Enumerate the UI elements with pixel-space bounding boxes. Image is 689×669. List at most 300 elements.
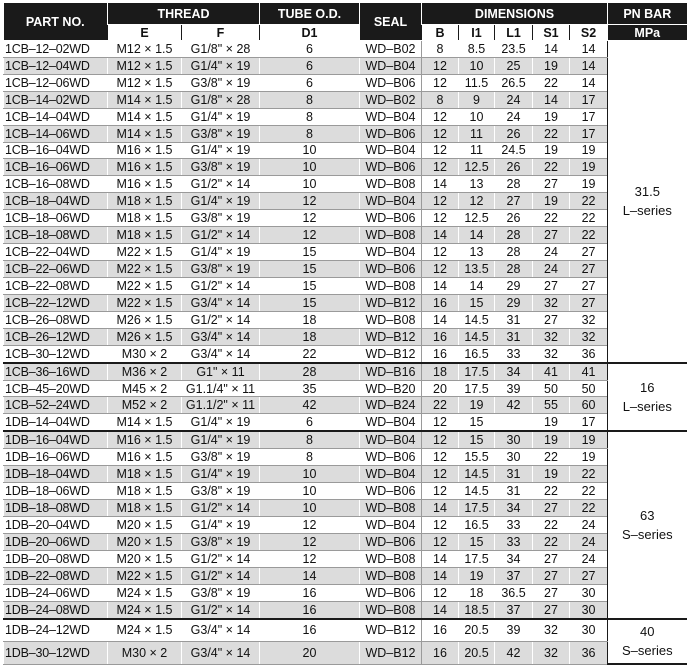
thread-f-cell: G1" × 11 [182, 363, 260, 380]
part-no-cell: 1DB–18–06WD [4, 483, 108, 500]
tube-od-d1-cell: 35 [260, 380, 360, 397]
header-part-no: PART NO. [4, 3, 108, 41]
dim-b-cell: 12 [422, 142, 459, 159]
thread-e-cell: M22 × 1.5 [108, 260, 182, 277]
seal-cell: WD–B04 [360, 108, 422, 125]
header-b: B [422, 25, 459, 41]
dim-i1-cell: 13.5 [459, 260, 495, 277]
thread-f-cell: G3/8" × 19 [182, 210, 260, 227]
table-row [4, 125, 687, 142]
tube-od-d1-cell: 16 [260, 601, 360, 618]
part-no-cell: 1CB–16–08WD [4, 176, 108, 193]
tube-od-d1-cell: 22 [260, 345, 360, 362]
part-no-cell: 1DB–16–06WD [4, 449, 108, 466]
dim-s2-cell: 30 [570, 619, 608, 642]
seal-cell: WD–B06 [360, 125, 422, 142]
tube-od-d1-cell: 10 [260, 466, 360, 483]
seal-cell: WD–B06 [360, 159, 422, 176]
tube-od-d1-cell: 6 [260, 41, 360, 58]
tube-od-d1-cell: 14 [260, 567, 360, 584]
thread-f-cell: G1/4" × 19 [182, 193, 260, 210]
dim-i1-cell: 11 [459, 142, 495, 159]
dim-s1-cell: 22 [533, 517, 570, 534]
thread-f-cell: G1/4" × 19 [182, 244, 260, 261]
seal-cell: WD–B04 [360, 57, 422, 74]
thread-e-cell: M26 × 1.5 [108, 328, 182, 345]
seal-cell: WD–B12 [360, 619, 422, 642]
table-row [4, 311, 687, 328]
part-no-cell: 1CB–16–06WD [4, 159, 108, 176]
header-s2: S2 [570, 25, 608, 41]
thread-f-cell: G1/4" × 19 [182, 57, 260, 74]
tube-od-d1-cell: 12 [260, 227, 360, 244]
table-row [4, 260, 687, 277]
thread-e-cell: M16 × 1.5 [108, 431, 182, 448]
series-label: S–series [621, 527, 673, 543]
tube-od-d1-cell: 8 [260, 91, 360, 108]
dim-b-cell: 12 [422, 108, 459, 125]
series-label: L–series [622, 398, 672, 414]
table-row [4, 244, 687, 261]
table-row [4, 449, 687, 466]
part-no-cell: 1DB–18–04WD [4, 466, 108, 483]
header-d1: D1 [260, 25, 360, 41]
tube-od-d1-cell: 15 [260, 294, 360, 311]
thread-f-cell: G3/8" × 19 [182, 74, 260, 91]
tube-od-d1-cell: 16 [260, 619, 360, 642]
dim-b-cell: 12 [422, 584, 459, 601]
seal-cell: WD–B06 [360, 483, 422, 500]
seal-cell: WD–B20 [360, 380, 422, 397]
dim-s1-cell: 27 [533, 567, 570, 584]
dim-s2-cell: 32 [570, 311, 608, 328]
thread-e-cell: M18 × 1.5 [108, 227, 182, 244]
seal-cell: WD–B12 [360, 642, 422, 664]
thread-e-cell: M20 × 1.5 [108, 533, 182, 550]
seal-cell: WD–B08 [360, 550, 422, 567]
dim-s1-cell: 27 [533, 227, 570, 244]
tube-od-d1-cell: 8 [260, 125, 360, 142]
dim-b-cell: 14 [422, 227, 459, 244]
part-no-cell: 1DB–24–08WD [4, 601, 108, 618]
thread-e-cell: M22 × 1.5 [108, 567, 182, 584]
dim-b-cell: 14 [422, 567, 459, 584]
thread-e-cell: M45 × 2 [108, 380, 182, 397]
seal-cell: WD–B12 [360, 345, 422, 362]
header-mpa: MPa [608, 25, 687, 41]
pressure-group-cell [608, 619, 687, 664]
dim-s2-cell: 14 [570, 41, 608, 58]
dim-i1-cell: 9 [459, 91, 495, 108]
dim-s2-cell: 17 [570, 414, 608, 431]
dim-s2-cell: 24 [570, 550, 608, 567]
dim-i1-cell: 11 [459, 125, 495, 142]
part-no-cell: 1DB–22–08WD [4, 567, 108, 584]
dim-s2-cell: 14 [570, 57, 608, 74]
dim-l1-cell: 31 [495, 466, 533, 483]
dim-b-cell: 12 [422, 466, 459, 483]
pressure-group-cell [608, 363, 687, 432]
tube-od-d1-cell: 28 [260, 363, 360, 380]
dim-b-cell: 12 [422, 533, 459, 550]
dim-l1-cell: 37 [495, 567, 533, 584]
thread-f-cell: G1/2" × 14 [182, 277, 260, 294]
part-no-cell: 1CB–45–20WD [4, 380, 108, 397]
thread-f-cell: G3/8" × 19 [182, 533, 260, 550]
dim-s2-cell: 50 [570, 380, 608, 397]
dim-l1-cell: 33 [495, 517, 533, 534]
thread-f-cell: G1/2" × 14 [182, 500, 260, 517]
dim-s2-cell: 22 [570, 193, 608, 210]
dim-s1-cell: 19 [533, 414, 570, 431]
dim-l1-cell: 24 [495, 108, 533, 125]
pressure-group-cell [608, 431, 687, 618]
dim-i1-cell: 15 [459, 533, 495, 550]
thread-e-cell: M18 × 1.5 [108, 483, 182, 500]
dim-s2-cell: 27 [570, 567, 608, 584]
dim-b-cell: 14 [422, 550, 459, 567]
dim-s2-cell: 19 [570, 449, 608, 466]
dim-l1-cell: 28 [495, 244, 533, 261]
dim-b-cell: 12 [422, 517, 459, 534]
thread-f-cell: G1/2" × 14 [182, 311, 260, 328]
header-tube-od: TUBE O.D. [260, 3, 360, 25]
table-row [4, 328, 687, 345]
part-no-cell: 1DB–20–04WD [4, 517, 108, 534]
table-row [4, 363, 687, 380]
dim-b-cell: 14 [422, 601, 459, 618]
table-row [4, 414, 687, 431]
dim-s2-cell: 36 [570, 642, 608, 664]
thread-e-cell: M20 × 1.5 [108, 517, 182, 534]
thread-f-cell: G1/2" × 14 [182, 567, 260, 584]
dim-l1-cell: 24 [495, 91, 533, 108]
dim-l1-cell: 31 [495, 328, 533, 345]
tube-od-d1-cell: 15 [260, 260, 360, 277]
tube-od-d1-cell: 8 [260, 431, 360, 448]
dim-i1-cell: 16.5 [459, 345, 495, 362]
thread-f-cell: G3/8" × 19 [182, 483, 260, 500]
dim-b-cell: 20 [422, 380, 459, 397]
dim-l1-cell: 26 [495, 125, 533, 142]
seal-cell: WD–B06 [360, 584, 422, 601]
dim-s2-cell: 22 [570, 227, 608, 244]
dim-s2-cell: 19 [570, 176, 608, 193]
table-row [4, 619, 687, 642]
part-no-cell: 1CB–36–16WD [4, 363, 108, 380]
tube-od-d1-cell: 12 [260, 517, 360, 534]
dim-s1-cell: 22 [533, 533, 570, 550]
part-no-cell: 1CB–52–24WD [4, 397, 108, 414]
dim-s1-cell: 32 [533, 619, 570, 642]
dim-i1-cell: 12.5 [459, 210, 495, 227]
dim-l1-cell: 29 [495, 294, 533, 311]
dim-s2-cell: 27 [570, 277, 608, 294]
table-row [4, 159, 687, 176]
dim-b-cell: 14 [422, 500, 459, 517]
thread-f-cell: G1/2" × 14 [182, 176, 260, 193]
dim-s2-cell: 22 [570, 466, 608, 483]
tube-od-d1-cell: 6 [260, 414, 360, 431]
dim-b-cell: 16 [422, 294, 459, 311]
part-no-cell: 1CB–30–12WD [4, 345, 108, 362]
dim-s2-cell: 22 [570, 210, 608, 227]
series-label: L–series [622, 203, 672, 219]
thread-f-cell: G3/8" × 19 [182, 449, 260, 466]
dim-l1-cell: 26.5 [495, 74, 533, 91]
thread-f-cell: G3/4" × 14 [182, 294, 260, 311]
dim-l1-cell: 34 [495, 550, 533, 567]
tube-od-d1-cell: 16 [260, 584, 360, 601]
seal-cell: WD–B04 [360, 517, 422, 534]
dim-i1-cell: 14 [459, 227, 495, 244]
dim-s1-cell: 19 [533, 431, 570, 448]
thread-f-cell: G3/8" × 19 [182, 159, 260, 176]
table-row [4, 91, 687, 108]
dim-l1-cell: 28 [495, 260, 533, 277]
table-row [4, 550, 687, 567]
pressure-value: 31.5 [634, 184, 660, 200]
dim-i1-cell: 15 [459, 294, 495, 311]
dim-s2-cell: 19 [570, 431, 608, 448]
part-no-cell: 1DB–24–06WD [4, 584, 108, 601]
dim-i1-cell: 14.5 [459, 328, 495, 345]
dim-b-cell: 14 [422, 311, 459, 328]
dim-b-cell: 12 [422, 193, 459, 210]
dim-l1-cell: 42 [495, 642, 533, 664]
table-body [4, 41, 687, 665]
dim-l1-cell: 25 [495, 57, 533, 74]
thread-e-cell: M14 × 1.5 [108, 108, 182, 125]
dim-l1-cell: 29 [495, 277, 533, 294]
seal-cell: WD–B08 [360, 227, 422, 244]
dim-l1-cell: 28 [495, 227, 533, 244]
tube-od-d1-cell: 18 [260, 311, 360, 328]
series-label: S–series [621, 643, 673, 659]
tube-od-d1-cell: 6 [260, 74, 360, 91]
table-row [4, 41, 687, 58]
thread-f-cell: G3/4" × 14 [182, 642, 260, 664]
thread-e-cell: M14 × 1.5 [108, 414, 182, 431]
dim-b-cell: 12 [422, 244, 459, 261]
tube-od-d1-cell: 12 [260, 193, 360, 210]
tube-od-d1-cell: 42 [260, 397, 360, 414]
seal-cell: WD–B06 [360, 449, 422, 466]
header-dimensions: DIMENSIONS [422, 3, 608, 25]
part-no-cell: 1CB–18–04WD [4, 193, 108, 210]
dim-s1-cell: 55 [533, 397, 570, 414]
dim-i1-cell: 10 [459, 108, 495, 125]
part-no-cell: 1CB–18–06WD [4, 210, 108, 227]
table-row [4, 108, 687, 125]
dim-l1-cell: 33 [495, 533, 533, 550]
header-thread: THREAD [108, 3, 260, 25]
dim-s2-cell: 30 [570, 584, 608, 601]
dim-s2-cell: 27 [570, 294, 608, 311]
dim-i1-cell: 13 [459, 176, 495, 193]
dim-b-cell: 16 [422, 642, 459, 664]
dim-b-cell: 8 [422, 41, 459, 58]
dim-i1-cell: 15 [459, 414, 495, 431]
part-no-cell: 1CB–26–12WD [4, 328, 108, 345]
table-row [4, 483, 687, 500]
dim-l1-cell: 31 [495, 311, 533, 328]
dim-i1-cell: 17.5 [459, 363, 495, 380]
dim-s2-cell: 17 [570, 108, 608, 125]
dim-s2-cell: 17 [570, 125, 608, 142]
dim-l1-cell: 36.5 [495, 584, 533, 601]
dim-s2-cell: 19 [570, 142, 608, 159]
table-row [4, 176, 687, 193]
dim-s1-cell: 19 [533, 57, 570, 74]
part-no-cell: 1DB–20–08WD [4, 550, 108, 567]
part-no-cell: 1DB–30–12WD [4, 642, 108, 664]
dim-b-cell: 18 [422, 363, 459, 380]
table-row [4, 193, 687, 210]
thread-f-cell: G1/4" × 19 [182, 431, 260, 448]
dim-l1-cell: 30 [495, 449, 533, 466]
dim-l1-cell: 39 [495, 619, 533, 642]
dim-s2-cell: 27 [570, 260, 608, 277]
seal-cell: WD–B06 [360, 260, 422, 277]
table-row [4, 500, 687, 517]
header-pn-bar: PN BAR [608, 3, 687, 25]
dim-s2-cell: 17 [570, 91, 608, 108]
seal-cell: WD–B08 [360, 500, 422, 517]
dim-s1-cell: 27 [533, 277, 570, 294]
dim-b-cell: 16 [422, 328, 459, 345]
table-row [4, 57, 687, 74]
dim-s1-cell: 32 [533, 345, 570, 362]
thread-e-cell: M24 × 1.5 [108, 584, 182, 601]
part-no-cell: 1DB–18–08WD [4, 500, 108, 517]
tube-od-d1-cell: 12 [260, 533, 360, 550]
thread-f-cell: G1/2" × 14 [182, 550, 260, 567]
dim-l1-cell: 30 [495, 431, 533, 448]
tube-od-d1-cell: 10 [260, 176, 360, 193]
thread-e-cell: M16 × 1.5 [108, 176, 182, 193]
dim-i1-cell: 10 [459, 57, 495, 74]
dim-b-cell: 12 [422, 414, 459, 431]
dim-i1-cell: 13 [459, 244, 495, 261]
part-no-cell: 1CB–14–04WD [4, 108, 108, 125]
seal-cell: WD–B06 [360, 533, 422, 550]
thread-f-cell: G3/4" × 14 [182, 345, 260, 362]
table-row [4, 567, 687, 584]
dim-l1-cell: 33 [495, 345, 533, 362]
header-i1: I1 [459, 25, 495, 41]
thread-e-cell: M52 × 2 [108, 397, 182, 414]
dim-i1-cell: 11.5 [459, 74, 495, 91]
dim-i1-cell: 16.5 [459, 517, 495, 534]
table-row [4, 210, 687, 227]
dim-i1-cell: 20.5 [459, 619, 495, 642]
dim-b-cell: 8 [422, 91, 459, 108]
dim-b-cell: 12 [422, 431, 459, 448]
thread-e-cell: M14 × 1.5 [108, 91, 182, 108]
thread-f-cell: G1/2" × 14 [182, 227, 260, 244]
table-row [4, 466, 687, 483]
thread-f-cell: G3/8" × 19 [182, 584, 260, 601]
thread-e-cell: M30 × 2 [108, 345, 182, 362]
pressure-value: 63 [640, 508, 655, 524]
dim-i1-cell: 14 [459, 277, 495, 294]
dim-s2-cell: 22 [570, 500, 608, 517]
dim-s1-cell: 14 [533, 41, 570, 58]
dim-l1-cell: 26 [495, 210, 533, 227]
dim-i1-cell: 17.5 [459, 550, 495, 567]
part-no-cell: 1CB–18–08WD [4, 227, 108, 244]
thread-f-cell: G1/4" × 19 [182, 108, 260, 125]
table-row [4, 380, 687, 397]
part-no-cell: 1CB–14–02WD [4, 91, 108, 108]
dim-i1-cell: 20.5 [459, 642, 495, 664]
dim-b-cell: 12 [422, 260, 459, 277]
dim-s1-cell: 27 [533, 500, 570, 517]
thread-f-cell: G1.1/2" × 11 [182, 397, 260, 414]
dim-i1-cell: 14.5 [459, 466, 495, 483]
dim-s1-cell: 27 [533, 311, 570, 328]
thread-f-cell: G1/4" × 19 [182, 517, 260, 534]
part-no-cell: 1CB–22–12WD [4, 294, 108, 311]
dim-i1-cell: 14.5 [459, 311, 495, 328]
table-row [4, 227, 687, 244]
dim-s2-cell: 19 [570, 159, 608, 176]
dim-s1-cell: 22 [533, 210, 570, 227]
seal-cell: WD–B12 [360, 328, 422, 345]
dim-s1-cell: 32 [533, 328, 570, 345]
thread-f-cell: G3/4" × 14 [182, 619, 260, 642]
tube-od-d1-cell: 12 [260, 550, 360, 567]
dim-i1-cell: 19 [459, 397, 495, 414]
tube-od-d1-cell: 15 [260, 244, 360, 261]
thread-f-cell: G1/8" × 28 [182, 41, 260, 58]
seal-cell: WD–B04 [360, 244, 422, 261]
dim-i1-cell: 15 [459, 431, 495, 448]
dim-b-cell: 12 [422, 449, 459, 466]
dim-s1-cell: 41 [533, 363, 570, 380]
dim-b-cell: 16 [422, 619, 459, 642]
dim-b-cell: 12 [422, 74, 459, 91]
tube-od-d1-cell: 15 [260, 277, 360, 294]
header-e: E [108, 25, 182, 41]
seal-cell: WD–B08 [360, 601, 422, 618]
seal-cell: WD–B08 [360, 567, 422, 584]
thread-f-cell: G1.1/4" × 11 [182, 380, 260, 397]
tube-od-d1-cell: 10 [260, 500, 360, 517]
dim-i1-cell: 18 [459, 584, 495, 601]
tube-od-d1-cell: 12 [260, 210, 360, 227]
thread-e-cell: M24 × 1.5 [108, 601, 182, 618]
pressure-value: 16 [640, 379, 655, 395]
table-row [4, 142, 687, 159]
thread-e-cell: M18 × 1.5 [108, 193, 182, 210]
dim-b-cell: 12 [422, 57, 459, 74]
dim-s1-cell: 32 [533, 642, 570, 664]
tube-od-d1-cell: 20 [260, 642, 360, 664]
dim-l1-cell: 34 [495, 363, 533, 380]
part-no-cell: 1DB–14–04WD [4, 414, 108, 431]
dim-l1-cell: 26 [495, 159, 533, 176]
part-no-cell: 1CB–26–08WD [4, 311, 108, 328]
dim-b-cell: 12 [422, 483, 459, 500]
seal-cell: WD–B06 [360, 74, 422, 91]
thread-f-cell: G1/2" × 14 [182, 601, 260, 618]
dim-s1-cell: 19 [533, 466, 570, 483]
seal-cell: WD–B04 [360, 466, 422, 483]
dim-s2-cell: 24 [570, 533, 608, 550]
tube-od-d1-cell: 18 [260, 328, 360, 345]
